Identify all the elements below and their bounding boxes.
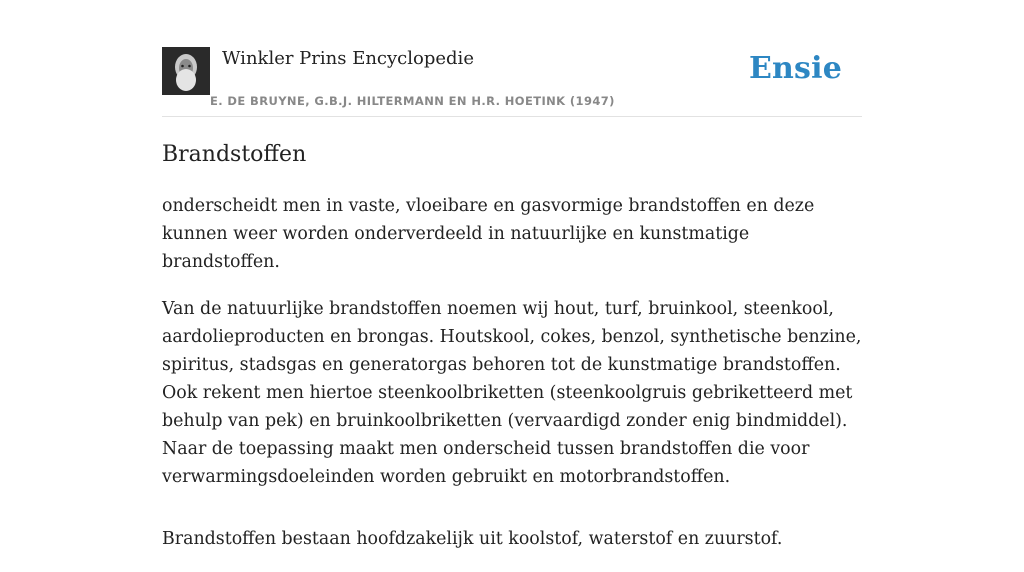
paragraph: Van de natuurlijke brandstoffen noemen wij hout, turf, bruinkool, steenkool, aardolieproducten en brongas. Houtskool, cokes, benzol, synthetische benzine, spiritus, stadsgas en generatorgas behoren tot de kunstmatige brandstoffen. Ook rekent men hiertoe steenkoolbriketten (steenkoolgruis gebriketteerd met behulp van pek) en bruinkoolbriketten (vervaardigd zonder enig bindmiddel). Naar de toepassing maakt men onderscheid tussen brandstoffen die voor verwarmingsdoeleinden worden gebruikt en motorbrandstoffen. bbox=[162, 299, 862, 487]
site-header bbox=[162, 0, 862, 117]
ensie-logo[interactable]: Ensie bbox=[748, 51, 842, 86]
article-title: Brandstoffen bbox=[162, 142, 307, 167]
paragraph: Brandstoffen bestaan hoofdzakelijk uit koolstof, waterstof en zuurstof. bbox=[162, 529, 783, 549]
site-title[interactable]: Winkler Prins Encyclopedie bbox=[222, 48, 474, 69]
author-avatar[interactable] bbox=[162, 47, 210, 95]
article-body bbox=[162, 192, 862, 572]
authors-byline: E. DE BRUYNE, G.B.J. HILTERMANN EN H.R. HOETINK (1947) bbox=[210, 94, 615, 108]
author-portrait-icon bbox=[162, 47, 210, 95]
paragraph: onderscheidt men in vaste, vloeibare en gasvormige brandstoffen en deze kunnen weer worden onderverdeeld in natuurlijke en kunstmatige brandstoffen. bbox=[162, 196, 815, 272]
page bbox=[162, 0, 862, 549]
